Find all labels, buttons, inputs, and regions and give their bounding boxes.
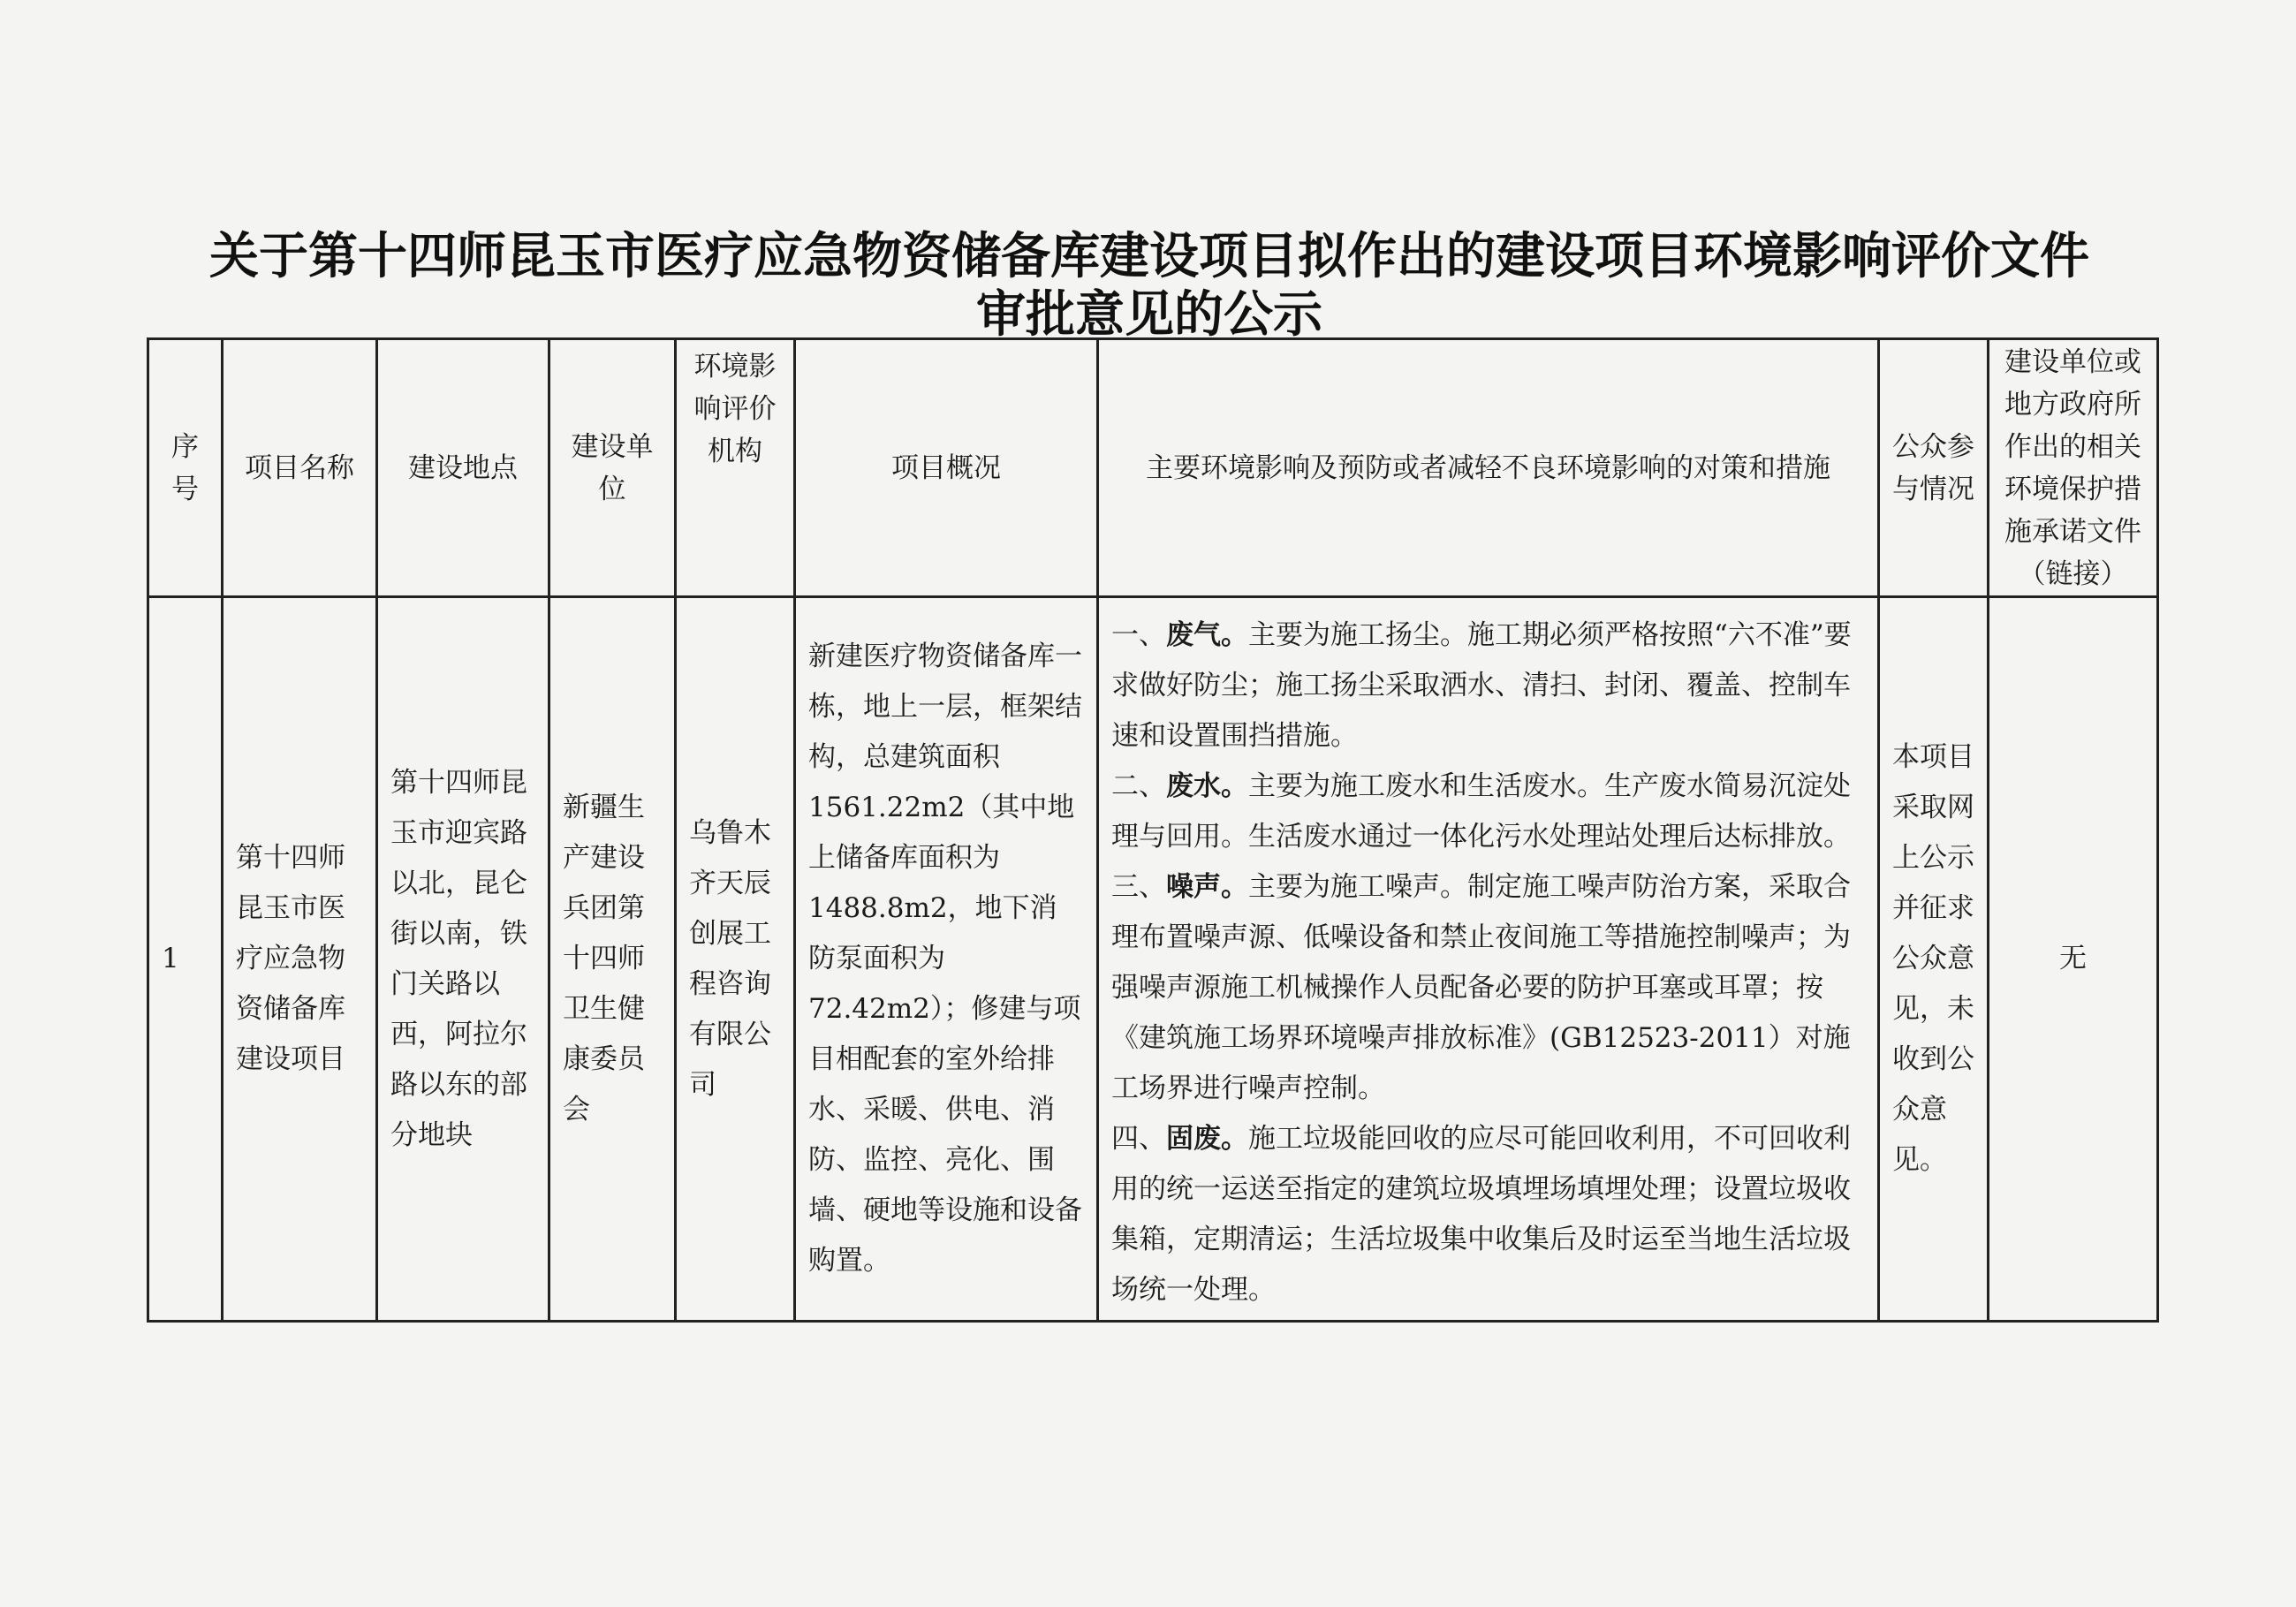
- table-row: [148, 597, 2158, 1322]
- cell-measures: [1098, 597, 1879, 1322]
- header-location: 建设地点: [377, 339, 549, 597]
- header-commitment-document: 建设单位或地方政府所作出的相关环境保护措施承诺文件（链接）: [1989, 339, 2158, 597]
- cell-project-name: 第十四师昆玉市医疗应急物资储备库建设项目: [223, 597, 377, 1322]
- cell-construction-unit: 新疆生产建设兵团第十四师卫生健康委员会: [549, 597, 676, 1322]
- header-measures: 主要环境影响及预防或者减轻不良环境影响的对策和措施: [1098, 339, 1879, 597]
- cell-eia-agency: 乌鲁木齐天辰创展工程咨询有限公司: [676, 597, 795, 1322]
- measure-waste-gas: 一、废气。主要为施工扬尘。施工期必须严格按照“六不准”要求做好防尘；施工扬尘采取洒水、清扫、封闭、覆盖、控制车速和设置围挡措施。: [1111, 619, 1852, 752]
- header-construction-unit: 建设单位: [549, 339, 676, 597]
- header-eia-agency: 环境影响评价机构: [676, 339, 795, 597]
- table-header-row: [148, 339, 2158, 597]
- header-seq: 序号: [148, 339, 223, 597]
- cell-overview: 新建医疗物资储备库一栋，地上一层，框架结构，总建筑面积1561.22m2（其中地上储备库面积为1488.8m2，地下消防泵面积为72.42m2）；修建与项目相配套的室外给排水、采暖、供电、消防、监控、亮化、围墙、硬地等设施和设备购置。: [795, 597, 1098, 1322]
- cell-public-participation: 本项目采取网上公示并征求公众意见，未收到公众意见。: [1879, 597, 1989, 1322]
- page-title-line-1: 关于第十四师昆玉市医疗应急物资储备库建设项目拟作出的建设项目环境影响评价文件: [209, 228, 2089, 285]
- header-project-name: 项目名称: [223, 339, 377, 597]
- disclosure-table: [147, 337, 2159, 1323]
- cell-commitment-document: 无: [1989, 597, 2158, 1322]
- header-public-participation: 公众参与情况: [1879, 339, 1989, 597]
- measure-noise: 三、噪声。主要为施工噪声。制定施工噪声防治方案，采取合理布置噪声源、低噪设备和禁止夜间施工等措施控制噪声；为强噪声源施工机械操作人员配备必要的防护耳塞或耳罩；按《建筑施工场界环境噪声排放标准》(GB12523-2011）对施工场界进行噪声控制。: [1111, 871, 1851, 1104]
- page-title-line-2: 审批意见的公示: [976, 286, 1322, 344]
- measure-waste-water: 二、废水。主要为施工废水和生活废水。生产废水简易沉淀处理与回用。生活废水通过一体化污水处理站处理后达标排放。: [1111, 770, 1851, 853]
- cell-location: 第十四师昆玉市迎宾路以北，昆仑街以南，铁门关路以 西，阿拉尔路以东的部分地块: [377, 597, 549, 1322]
- cell-seq: 1: [148, 597, 223, 1322]
- header-overview: 项目概况: [795, 339, 1098, 597]
- page-title: [147, 228, 2152, 345]
- measure-solid-waste: 四、固废。施工垃圾能回收的应尽可能回收利用，不可回收利用的统一运送至指定的建筑垃圾填埋场填埋处理；设置垃圾收集箱，定期清运；生活垃圾集中收集后及时运至当地生活垃圾场统一处理。: [1111, 1123, 1851, 1306]
